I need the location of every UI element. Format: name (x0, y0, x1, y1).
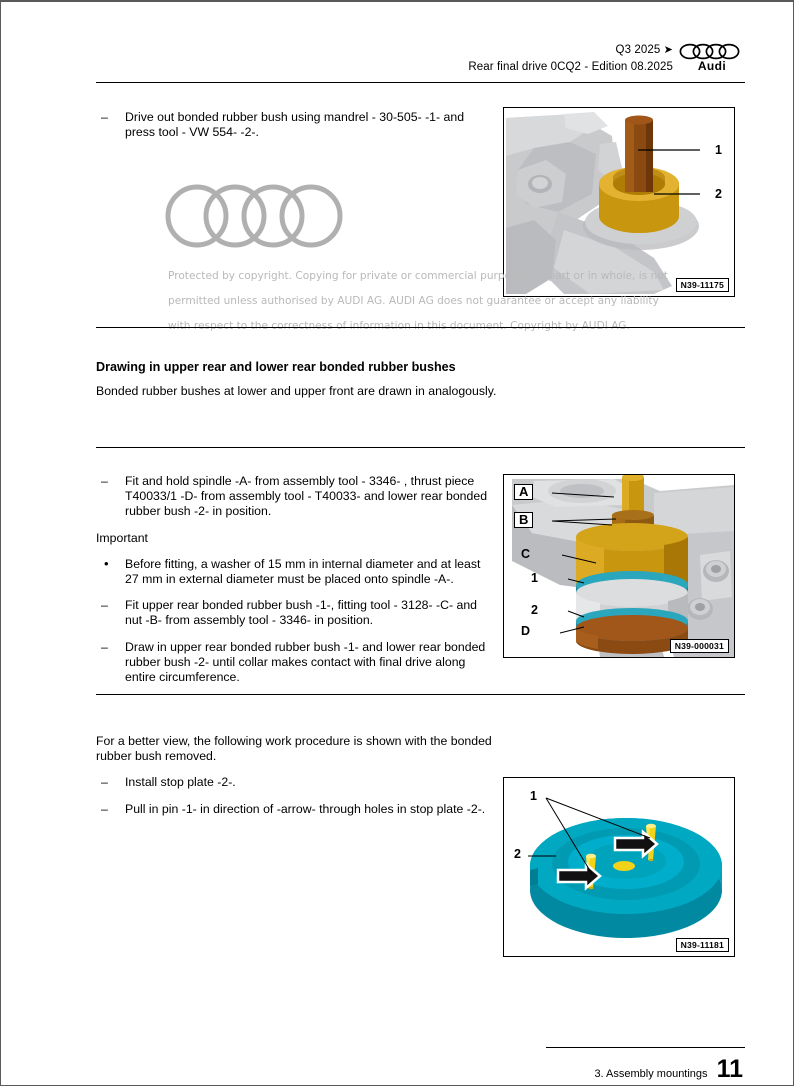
bullet-marker: • (104, 555, 109, 571)
list-item (96, 640, 496, 686)
header-model-line (468, 42, 673, 59)
figure-2-illustration (504, 475, 734, 657)
section-body: Bonded rubber bushes at lower and upper front are drawn in analogously. (96, 384, 497, 399)
figure-2-label-D: D (521, 624, 531, 638)
list-item-text: Install stop plate -2-. (125, 775, 236, 790)
header-subtitle: Rear final drive 0CQ2 - Edition 08.2025 (468, 61, 673, 73)
audi-logo (679, 43, 745, 77)
dash-marker: – (101, 598, 108, 613)
arrow-icon: ➤ (663, 44, 673, 56)
instruction-block-2 (96, 360, 516, 399)
header-title-block (468, 42, 673, 76)
page-footer (594, 1057, 743, 1082)
list-item (96, 557, 496, 587)
figure-3-label-2: 2 (514, 847, 521, 861)
figure-2-label-B: B (514, 512, 533, 528)
figure-3-label-1: 1 (530, 789, 537, 803)
figure-2-label-C: C (521, 547, 531, 561)
page-number: 11 (716, 1055, 743, 1083)
list-item-text: Fit and hold spindle -A- from assembly tool - 3346- , thrust piece T40033/1 -D- from assembly tool - T40033- and lower rear bonded rubber bush -2- in position. (125, 474, 488, 519)
figure-1-label-2: 2 (715, 187, 722, 201)
audi-rings-icon (679, 43, 745, 60)
instruction-block-4 (96, 734, 496, 828)
copyright-line-1: Protected by copyright. Copying for private or commercial purposes, in part or in whole, is not (168, 270, 668, 282)
dash-marker: – (101, 110, 108, 124)
list-item (96, 110, 496, 140)
list-item-text: Before fitting, a washer of 15 mm in internal diameter and at least 27 mm in external diameter must be placed onto spindle -A-. (125, 556, 481, 587)
dash-marker: – (101, 801, 108, 816)
important-label: Important (96, 530, 148, 545)
list-item (96, 598, 496, 628)
list-item-text: Fit upper rear bonded rubber bush -1-, fitting tool - 3128- -C- and nut -B- from assembly tool - 3346- in position. (125, 598, 478, 628)
list-item (96, 775, 496, 790)
figure-1-label-1: 1 (715, 143, 722, 157)
copyright-line-3: with respect to the correctness of information in this document. Copyright by AUDI AG. (168, 320, 630, 332)
divider-1 (96, 327, 745, 328)
footer-section-title: 3. Assembly mountings (594, 1068, 708, 1080)
list-item (96, 802, 496, 817)
figure-2-label-A: A (514, 484, 533, 500)
list-item (96, 474, 496, 520)
figure-2 (503, 474, 735, 658)
figure-3-caption: N39-11181 (676, 938, 729, 952)
dash-marker: – (101, 639, 108, 654)
figure-3 (503, 777, 735, 957)
dash-marker: – (101, 775, 108, 790)
footer-divider (546, 1047, 745, 1048)
list-item-text: Pull in pin -1- in direction of -arrow- through holes in stop plate -2-. (125, 801, 486, 816)
section-heading: Drawing in upper rear and lower rear bonded rubber bushes (96, 360, 456, 374)
copyright-line-2: permitted unless authorised by AUDI AG. AUDI AG does not guarantee or accept any liability (168, 295, 659, 307)
list-item-text: Draw in upper rear bonded rubber bush -1- and lower rear bonded rubber bush -2- until collar makes contact with final drive along entire circumference. (125, 639, 486, 685)
instruction-block-3 (96, 474, 496, 696)
header-divider (96, 82, 745, 83)
instruction-block-1 (96, 110, 496, 151)
section-intro: For a better view, the following work procedure is shown with the bonded rubber bush removed. (96, 734, 492, 764)
divider-2 (96, 447, 745, 448)
figure-2-label-1: 1 (531, 571, 538, 585)
figure-2-caption: N39-000031 (670, 639, 729, 653)
figure-3-illustration (504, 778, 734, 956)
audi-wordmark: Audi (697, 59, 727, 73)
header-model: Q3 2025 (615, 44, 661, 56)
list-item-text: Drive out bonded rubber bush using mandrel - 30-505- -1- and press tool - VW 554- -2-. (125, 110, 465, 140)
audi-rings-watermark-icon (164, 174, 344, 258)
figure-2-label-2: 2 (531, 603, 538, 617)
dash-marker: – (101, 474, 108, 488)
figure-1-caption: N39-11175 (676, 278, 729, 292)
divider-3 (96, 694, 745, 695)
page-header (96, 42, 745, 82)
